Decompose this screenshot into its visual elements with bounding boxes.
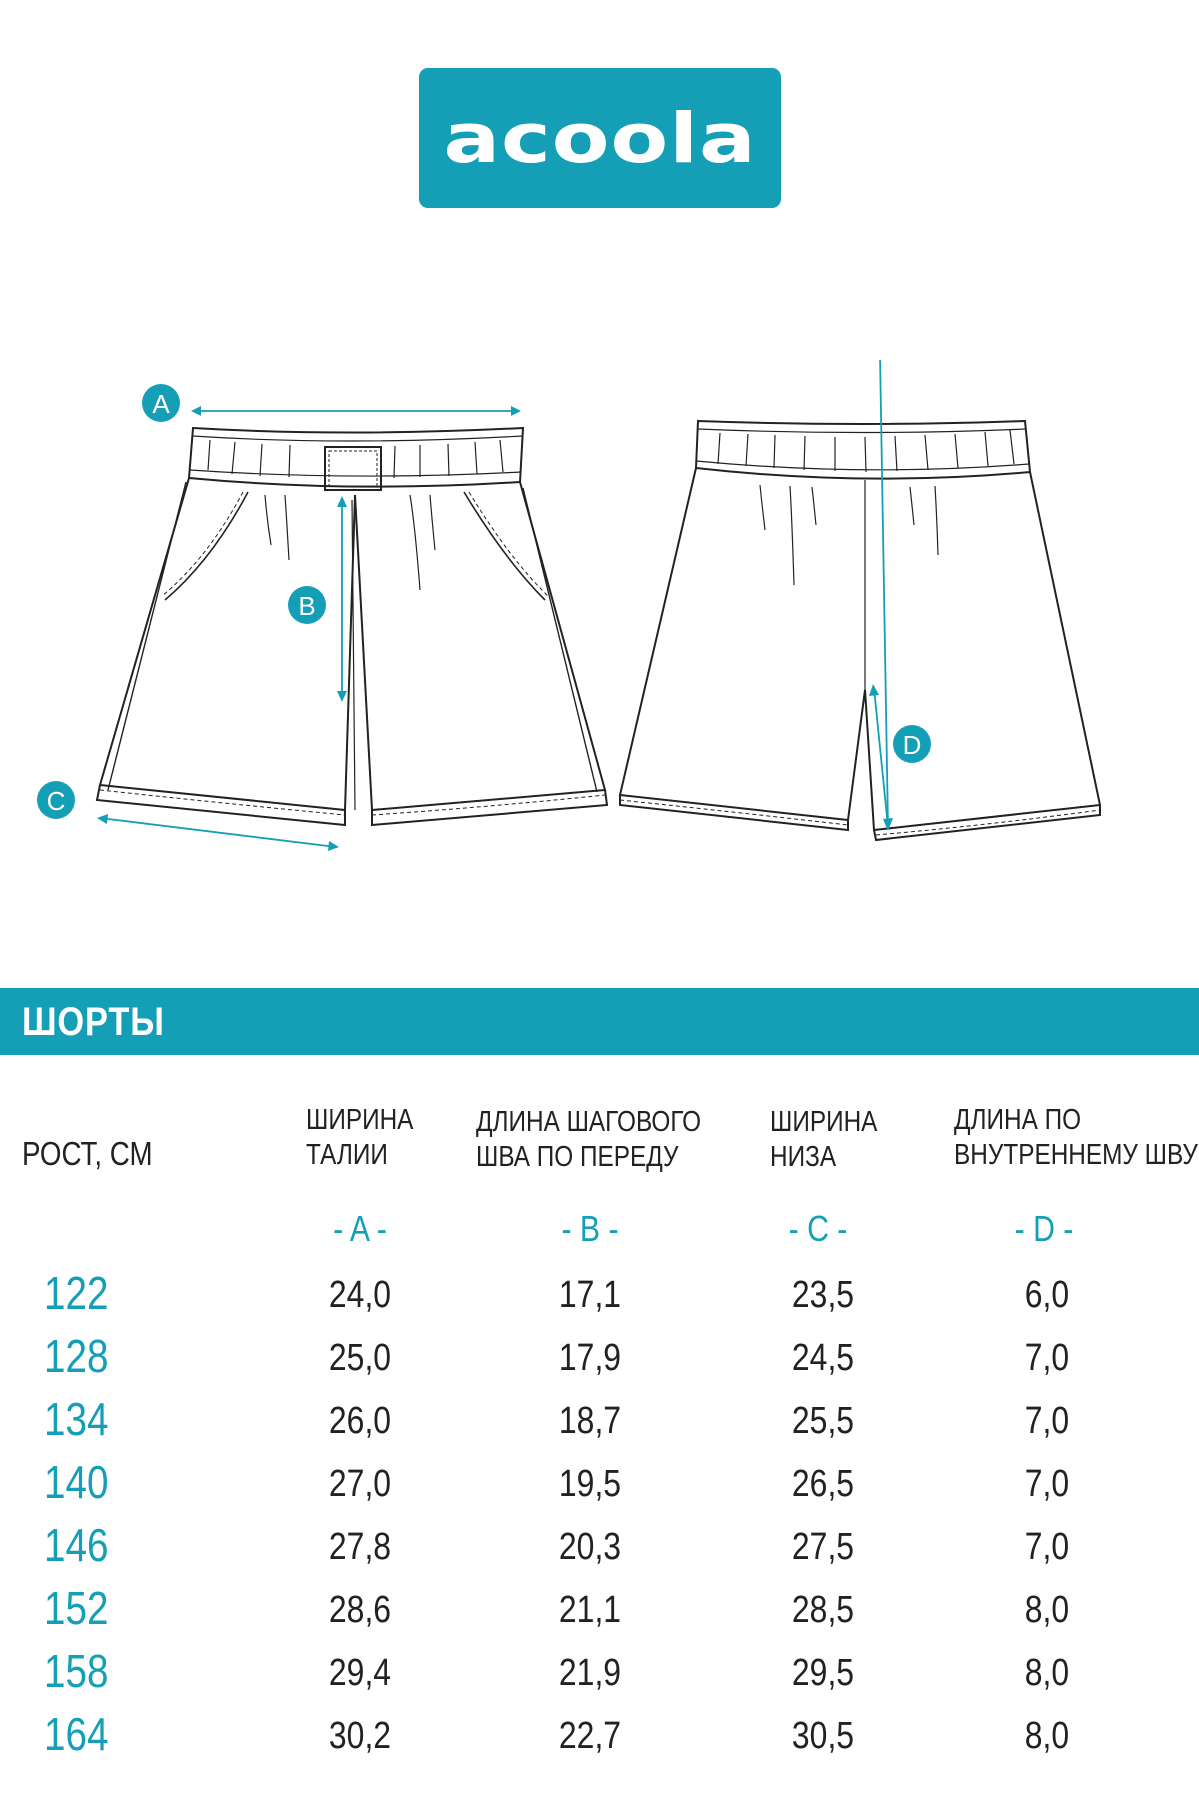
cell-inseam: 6,0 <box>1024 1274 1070 1316</box>
column-letter-d: - D - <box>1014 1208 1074 1249</box>
cell-inseam: 7,0 <box>1024 1526 1070 1568</box>
back-shorts-drawing <box>620 421 1100 840</box>
header-line: ДЛИНА ШАГОВОГО <box>476 1106 702 1138</box>
cell-inseam: 8,0 <box>1024 1715 1070 1757</box>
section-title: ШОРТЫ <box>22 1000 165 1044</box>
header-line: ШИРИНА <box>770 1106 878 1138</box>
row-size: 122 <box>44 1267 109 1319</box>
cell-hem-width: 30,5 <box>791 1715 855 1757</box>
svg-text:A: A <box>152 389 170 419</box>
column-letter-b: - B - <box>561 1208 619 1249</box>
cell-front-rise: 18,7 <box>558 1400 622 1442</box>
table-row <box>0 1267 1199 1337</box>
header-line: ТАЛИИ <box>306 1139 388 1171</box>
row-size: 134 <box>44 1393 109 1445</box>
svg-text:C: C <box>46 786 66 816</box>
cell-waist-width: 29,4 <box>328 1652 392 1694</box>
row-size: 146 <box>44 1519 109 1571</box>
svg-text:B: B <box>298 591 316 621</box>
cell-hem-width: 28,5 <box>791 1589 855 1631</box>
row-size: 158 <box>44 1645 109 1697</box>
table-row <box>0 1330 1199 1400</box>
column-header-front-rise <box>476 1105 701 1175</box>
cell-front-rise: 21,1 <box>558 1589 622 1631</box>
cell-inseam: 8,0 <box>1024 1589 1070 1631</box>
header-line: ДЛИНА ПО <box>954 1104 1082 1136</box>
section-banner <box>0 988 1199 1055</box>
table-row <box>0 1519 1199 1589</box>
cell-inseam: 7,0 <box>1024 1463 1070 1505</box>
cell-inseam: 7,0 <box>1024 1400 1070 1442</box>
brand-logo <box>419 68 781 208</box>
column-header-waist-width <box>306 1103 413 1173</box>
row-size: 164 <box>44 1708 109 1760</box>
cell-waist-width: 27,0 <box>328 1463 392 1505</box>
cell-waist-width: 28,6 <box>328 1589 392 1631</box>
shorts-diagram <box>0 360 1199 880</box>
table-row <box>0 1393 1199 1463</box>
table-row <box>0 1456 1199 1526</box>
brand-logo-text: acoola <box>443 97 757 179</box>
cell-front-rise: 20,3 <box>558 1526 622 1568</box>
row-size: 140 <box>44 1456 109 1508</box>
column-letter-c: - C - <box>788 1208 848 1249</box>
cell-hem-width: 27,5 <box>791 1526 855 1568</box>
cell-front-rise: 21,9 <box>558 1652 622 1694</box>
header-line: ВНУТРЕННЕМУ ШВУ <box>954 1139 1198 1171</box>
size-column-header: РОСТ, СМ <box>22 1135 153 1172</box>
cell-hem-width: 29,5 <box>791 1652 855 1694</box>
cell-waist-width: 24,0 <box>328 1274 392 1316</box>
row-size: 128 <box>44 1330 109 1382</box>
marker-b <box>288 586 326 624</box>
cell-waist-width: 25,0 <box>328 1337 392 1379</box>
cell-hem-width: 26,5 <box>791 1463 855 1505</box>
table-row <box>0 1708 1199 1778</box>
cell-inseam: 7,0 <box>1024 1337 1070 1379</box>
cell-waist-width: 27,8 <box>328 1526 392 1568</box>
column-header-inseam <box>954 1103 1198 1173</box>
cell-front-rise: 19,5 <box>558 1463 622 1505</box>
column-letter-a: - A - <box>333 1208 387 1249</box>
header-line: НИЗА <box>770 1141 837 1173</box>
cell-hem-width: 24,5 <box>791 1337 855 1379</box>
cell-front-rise: 17,1 <box>558 1274 622 1316</box>
cell-inseam: 8,0 <box>1024 1652 1070 1694</box>
marker-d <box>893 725 931 763</box>
cell-waist-width: 30,2 <box>328 1715 392 1757</box>
cell-hem-width: 23,5 <box>791 1274 855 1316</box>
row-size: 152 <box>44 1582 109 1634</box>
header-line: ШИРИНА <box>306 1104 414 1136</box>
table-row <box>0 1582 1199 1652</box>
marker-c <box>37 781 75 819</box>
marker-a <box>142 384 180 422</box>
cell-front-rise: 22,7 <box>558 1715 622 1757</box>
cell-hem-width: 25,5 <box>791 1400 855 1442</box>
header-line: ШВА ПО ПЕРЕДУ <box>476 1141 679 1173</box>
column-header-hem-width <box>770 1105 877 1175</box>
svg-text:D: D <box>902 730 922 760</box>
table-row <box>0 1645 1199 1715</box>
cell-front-rise: 17,9 <box>558 1337 622 1379</box>
cell-waist-width: 26,0 <box>328 1400 392 1442</box>
front-shorts-drawing <box>97 428 607 825</box>
